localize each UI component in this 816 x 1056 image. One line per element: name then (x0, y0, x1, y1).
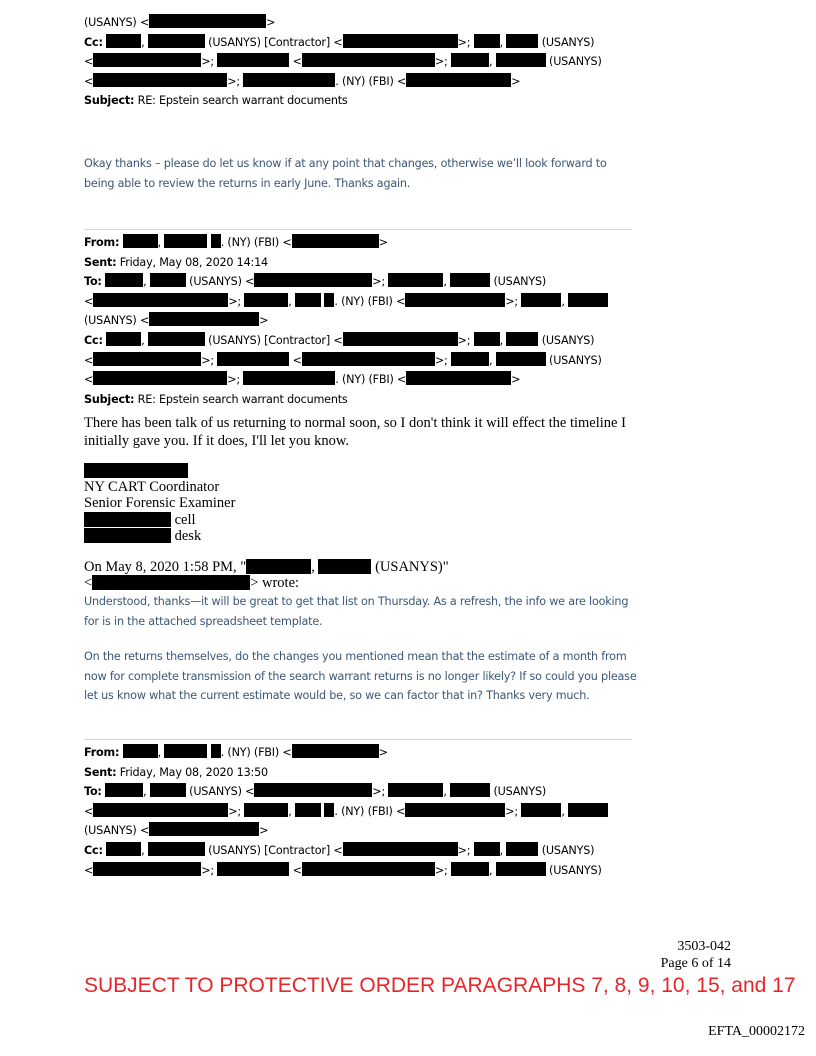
redaction (217, 352, 289, 366)
redaction (496, 352, 546, 366)
signature-name (84, 463, 384, 479)
from-line: From: , . (NY) (FBI) < > (84, 236, 388, 249)
redaction (84, 512, 171, 527)
sent-line: Sent: Friday, May 08, 2020 14:14 (84, 255, 268, 269)
redaction (295, 293, 321, 307)
redaction (217, 862, 289, 876)
protective-order-notice: SUBJECT TO PROTECTIVE ORDER PARAGRAPHS 7, 8, 9, 10, 15, and 17 (84, 974, 796, 997)
divider (84, 739, 632, 740)
header-cc-line: < >; < >; , (USANYS) (84, 55, 602, 69)
signature-block (84, 463, 384, 544)
email-header (84, 743, 644, 880)
divider (84, 229, 632, 230)
redaction (106, 842, 141, 856)
reply-body: Okay thanks – please do let us know if at any point that changes, otherwise we’ll look forward to being able to review the returns in early June. Thanks again. (84, 157, 607, 190)
redaction (521, 803, 561, 817)
redaction (123, 744, 158, 758)
redaction (150, 783, 186, 797)
document-id: 3503-042 (677, 939, 731, 954)
header-cc-line: < >; . (NY) (FBI) < > (84, 74, 521, 88)
redaction (388, 783, 443, 797)
redaction (149, 14, 266, 28)
redaction (243, 371, 335, 385)
redaction (318, 559, 371, 574)
redaction (217, 53, 289, 67)
redaction (506, 842, 538, 856)
redaction (150, 273, 186, 287)
sent-line: Sent: Friday, May 08, 2020 13:50 (84, 765, 268, 779)
redaction (106, 34, 141, 48)
redaction (496, 53, 546, 67)
redaction (84, 528, 171, 543)
redaction (450, 783, 490, 797)
redaction (506, 332, 538, 346)
redaction (246, 559, 311, 574)
redaction (324, 803, 334, 817)
signature-phone-desk: desk (84, 528, 384, 544)
redaction (474, 34, 500, 48)
redaction (164, 234, 207, 248)
signature-phone-cell: cell (84, 512, 384, 528)
quoted-paragraph: Understood, thanks—it will be great to get that list on Thursday. As a refresh, the info we are looking for is in the attached spreadsheet template. (84, 595, 629, 628)
redaction (451, 862, 489, 876)
from-line: From: , . (NY) (FBI) < > (84, 746, 388, 759)
redaction (148, 332, 205, 346)
bates-number: EFTA_00002172 (708, 1024, 805, 1039)
signature-title: NY CART Coordinator (84, 479, 220, 496)
quote-intro: On May 8, 2020 1:58 PM, " , (USANYS)" < > wrote: (84, 559, 449, 592)
redaction (148, 842, 205, 856)
to-line: (USANYS) < > (84, 314, 269, 328)
redaction (244, 803, 288, 817)
redaction (295, 803, 321, 817)
redaction (324, 293, 334, 307)
redaction (292, 744, 379, 758)
subject-line: Subject: RE: Epstein search warrant documents (84, 392, 348, 406)
redaction (92, 575, 250, 590)
cc-line: Cc: , (USANYS) [Contractor] < >; , (USANYS) (84, 843, 595, 857)
redaction (302, 862, 435, 876)
redaction (211, 744, 221, 758)
redaction (254, 783, 372, 797)
to-line: To: , (USANYS) < >; , (USANYS) (84, 275, 547, 289)
redaction (405, 293, 505, 307)
redaction (84, 463, 188, 478)
redaction (406, 73, 511, 87)
redaction (164, 744, 207, 758)
redaction (93, 862, 201, 876)
redaction (106, 332, 141, 346)
redaction (506, 34, 538, 48)
redaction (148, 34, 205, 48)
redaction (105, 783, 143, 797)
redaction (474, 332, 500, 346)
redaction (149, 822, 259, 836)
redaction (450, 273, 490, 287)
redaction (123, 234, 158, 248)
header-block-top (84, 13, 644, 111)
redaction (343, 34, 458, 48)
header-to-continuation: (USANYS) < > (84, 16, 276, 29)
to-line: (USANYS) < > (84, 824, 269, 838)
redaction (243, 73, 335, 87)
redaction (254, 273, 372, 287)
quoted-paragraph: On the returns themselves, do the changes you mentioned mean that the estimate of a month from now for complete transmission of the search warrant returns is no longer likely? If so could you please let us know what the current estimate would be, so we can factor that in? Thanks very much. (84, 650, 637, 703)
redaction (451, 352, 489, 366)
email-body: There has been talk of us returning to normal soon, so I don't think it will effect the timeline I initially gave you. If it does, I'll let you know. (84, 415, 626, 449)
header-cc-line: Cc: , (USANYS) [Contractor] < >; , (USANYS) (84, 35, 595, 49)
redaction (93, 53, 201, 67)
redaction (568, 293, 608, 307)
to-line: < >; , . (NY) (FBI) < >; , (84, 292, 644, 312)
to-line: < >; , . (NY) (FBI) < >; , (84, 802, 644, 822)
redaction (343, 842, 458, 856)
redaction (521, 293, 561, 307)
redaction (343, 332, 458, 346)
redaction (474, 842, 500, 856)
redaction (93, 352, 201, 366)
to-line: To: , (USANYS) < >; , (USANYS) (84, 785, 547, 799)
redaction (568, 803, 608, 817)
redaction (451, 53, 489, 67)
cc-line: < >; < >; , (USANYS) (84, 863, 602, 877)
page-number: Page 6 of 14 (660, 956, 731, 971)
redaction (405, 803, 505, 817)
redaction (149, 312, 259, 326)
redaction (388, 273, 443, 287)
redaction (496, 862, 546, 876)
header-subject-line: Subject: RE: Epstein search warrant documents (84, 94, 348, 108)
redaction (302, 352, 435, 366)
redaction (244, 293, 288, 307)
cc-line: Cc: , (USANYS) [Contractor] < >; , (USANYS) (84, 333, 595, 347)
redaction (211, 234, 221, 248)
email-header (84, 233, 644, 409)
page-footer-id (531, 938, 731, 972)
redaction (93, 371, 227, 385)
signature-title: Senior Forensic Examiner (84, 495, 236, 512)
redaction (302, 53, 435, 67)
redaction (93, 73, 227, 87)
cc-line: < >; . (NY) (FBI) < > (84, 373, 521, 387)
cc-line: < >; < >; , (USANYS) (84, 353, 602, 367)
redaction (93, 293, 228, 307)
redaction (292, 234, 379, 248)
redaction (406, 371, 511, 385)
redaction (93, 803, 228, 817)
redaction (105, 273, 143, 287)
